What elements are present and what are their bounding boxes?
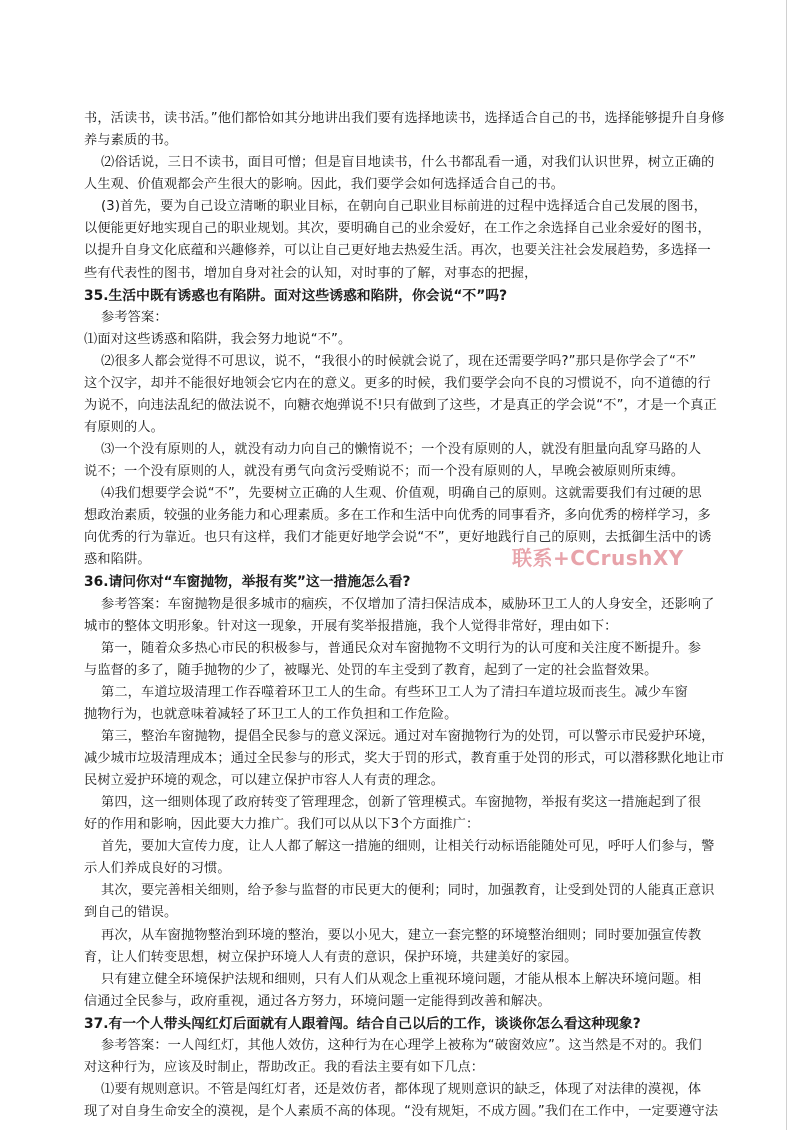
text-line: ⑶一个没有原则的人，就没有动力向自己的懒惰说不；一个没有原则的人，就没有胆量向乱穿马路的人: [101, 442, 702, 457]
text-line: 再次，从车窗抛物整治到环境的整治，要以小见大，建立一套完整的环境整治细则；同时要加强宣传教: [101, 927, 702, 943]
watermark: 联系+CCrushXY: [512, 546, 684, 571]
text-line: 抛物行为，也就意味着减轻了环卫工人的工作负担和工作危险。: [84, 706, 458, 722]
text-line: 第一，随着众多热心市民的积极参与，普通民众对车窗抛物不文明行为的认可度和关注度不断提升。参: [101, 640, 702, 656]
text-line: 为说不，向违法乱纪的做法说不，向糖衣炮弹说不!只有做到了这些，才是真正的学会说“不”，才是一个真正: [84, 397, 717, 413]
text-line: 其次，要完善相关细则，给予参与监督的市民更大的便利；同时，加强教育，让受到处罚的人能真正意识: [101, 883, 715, 899]
text-line: 以提升自身文化底蕴和兴趣修养，可以让自己更好地去热爱生活。再次，也要关注社会发展趋势，多选择一: [84, 243, 711, 259]
text-line: 现了对自身生命安全的漠视，是个人素质不高的体现。“没有规矩，不成方圆。”我们在工作中，一定要遵守法: [84, 1104, 719, 1119]
text-line: 向优秀的行为靠近。也只有这样，我们才能更好地学会说“不”，更好地践行自己的原则，去抵御生活中的诱: [84, 530, 712, 546]
text-line: 民树立爱护环境的观念，可以建立保护市容人人有责的理念。: [84, 773, 445, 788]
text-line: 人生观、价值观都会产生很大的影响。因此，我们要学会如何选择适合自己的书。: [84, 177, 565, 193]
text-line: 以便能更好地实现自己的职业规划。其次，要明确自己的业余爱好，在工作之余选择自己业余爱好的图书，: [84, 221, 711, 237]
text-line: 第三，整治车窗抛物，提倡全民参与的意义深远。通过对车窗抛物行为的处罚，可以警示市民爱护环境，: [101, 728, 715, 744]
text-line: 到自己的错误。: [84, 905, 178, 921]
text-line: 首先，要加大宣传力度，让人人都了解这一措施的细则，让相关行动标语能随处可见，呼吁人们参与，警: [101, 839, 715, 855]
text-line: 说不；一个没有原则的人，就没有勇气向贪污受贿说不；而一个没有原则的人，早晚会被原则所束缚。: [84, 464, 685, 480]
page-edge-rule: [786, 0, 787, 1130]
text-line: ⑵很多人都会觉得不可思议，说不，“我很小的时候就会说了，现在还需要学吗?”那只是你学会了“不”: [101, 353, 697, 369]
text-line: 示人们养成良好的习惯。: [84, 861, 231, 877]
text-line: ⑴面对这些诱惑和陷阱，我会努力地说“不”。: [84, 331, 352, 347]
text-line: 育，让人们转变思想，树立保护环境人人有责的意识，保护环境，共建美好的家园。: [84, 949, 578, 965]
text-line: 好的作用和影响，因此要大力推广。我们可以从以下3个方面推广：: [84, 817, 480, 833]
text-line: 信通过全民参与，政府重视，通过各方努力，环境问题一定能得到改善和解决。: [84, 993, 551, 1009]
text-line: 想政治素质，较强的业务能力和心理素质。多在工作和生活中向优秀的同事看齐，多向优秀的榜样学习，多: [84, 508, 711, 524]
question-heading-35: 35.生活中既有诱惑也有陷阱。面对这些诱惑和陷阱，你会说“不”吗?: [84, 287, 508, 304]
text-line: ⑴要有规则意识。不管是闯红灯者，还是效仿者，都体现了规则意识的缺乏，体现了对法律的漠视，体: [101, 1081, 702, 1097]
text-line: 参考答案：车窗抛物是很多城市的痼疾，不仅增加了清扫保洁成本，威胁环卫工人的人身安全，还影响了: [101, 596, 715, 612]
text-line: ⑵俗话说，三日不读书，面目可憎；但是盲目地读书，什么书都乱看一通，对我们认识世界，树立正确的: [101, 155, 715, 171]
text-line: 减少城市垃圾清理成本；通过全民参与的形式，奖大于罚的形式，教育重于处罚的形式，可以潜移默化地让市: [84, 750, 725, 766]
text-line: 惑和陷阱。: [84, 552, 151, 568]
text-line: 书，活读书，读书活。”他们都恰如其分地讲出我们要有选择地读书，选择适合自己的书，选择能够提升自身修: [84, 111, 725, 126]
question-heading-37: 37.有一个人带头闯红灯后面就有人跟着闯。结合自己以后的工作，谈谈你怎么看这种现象?: [84, 1015, 641, 1032]
question-heading-36: 36.请问你对“车窗抛物，举报有奖”这一措施怎么看?: [84, 574, 411, 591]
text-line: 只有建立健全环境保护法规和细则，只有人们从观念上重视环境问题，才能从根本上解决环境问题。相: [101, 971, 702, 987]
text-line: 有原则的人。: [84, 419, 165, 435]
text-line: 参考答案：一人闯红灯，其他人效仿，这种行为在心理学上被称为“破窗效应”。这当然是不对的。我们: [101, 1037, 702, 1053]
text-line: ⑷我们想要学会说“不”，先要树立正确的人生观、价值观，明确自己的原则。这就需要我们有过硬的思: [101, 486, 702, 502]
text-line: 养与素质的书。: [84, 133, 178, 149]
text-line: (3)首先，要为自己设立清晰的职业目标，在朝向自己职业目标前进的过程中选择适合自己发展的图书，: [101, 199, 707, 215]
text-line: 第四，这一细则体现了政府转变了管理理念，创新了管理模式。车窗抛物，举报有奖这一措施起到了很: [101, 795, 702, 811]
text-line: 这个汉字，却并不能很好地领会它内在的意义。更多的时候，我们要学会向不良的习惯说不，向不道德的行: [84, 375, 711, 391]
text-line: 第二，车道垃圾清理工作吞噬着环卫工人的生命。有些环卫工人为了清扫车道垃圾而丧生。减少车窗: [101, 684, 688, 700]
text-line: 些有代表性的图书，增加自身对社会的认知，对时事的了解，对事态的把握，: [84, 265, 538, 281]
text-line: 与监督的多了，随手抛物的少了，被曝光、处罚的车主受到了教育，起到了一定的社会监督效果。: [84, 662, 658, 678]
text-line: 对这种行为，应该及时制止，帮助改正。我的看法主要有如下几点：: [84, 1059, 485, 1075]
text-line: 城市的整体文明形象。针对这一现象，开展有奖举报措施，我个人觉得非常好，理由如下：: [84, 618, 618, 634]
text-line: 参考答案：: [101, 309, 168, 325]
